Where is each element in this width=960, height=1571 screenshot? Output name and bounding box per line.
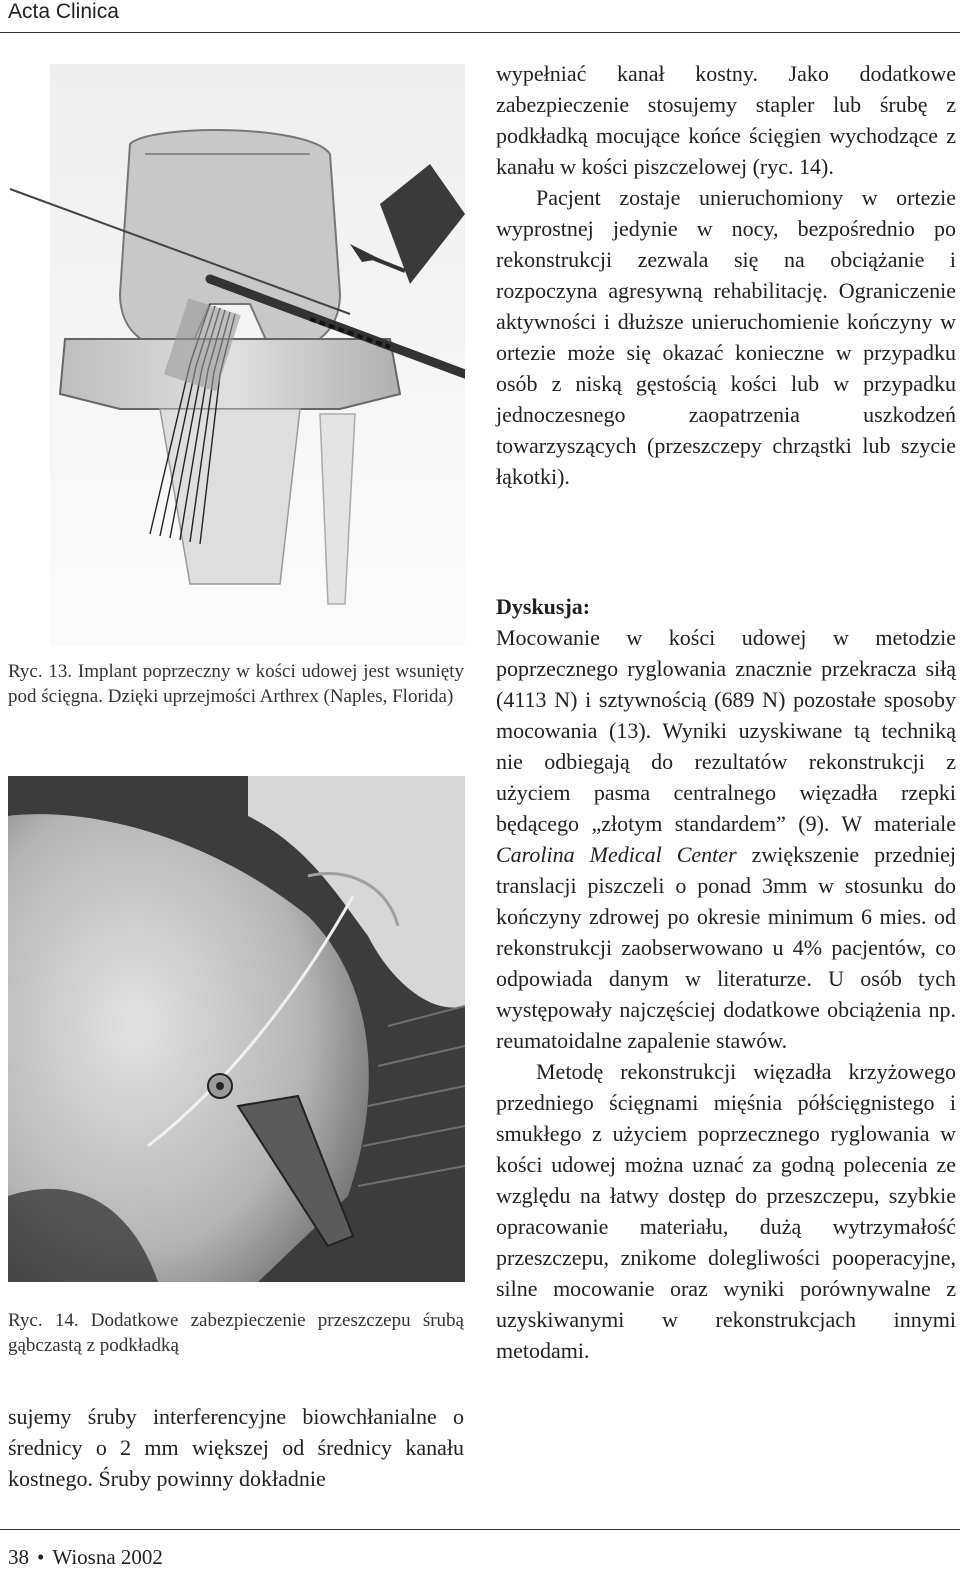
header-rule: [0, 32, 960, 33]
paragraph-2: Pacjent zostaje unieruchomiony w ortezie wyprostnej jedynie w nocy, bezpośrednio po rekonstrukcji zezwala się na obciążanie i rozpoczyna agresywną rehabilitację. Ograniczenie aktywności i dłuższe unieruchomienie kończyny w ortezie może się okazać konieczne w przypadku osób z niską gęstością kości lub w przypadku jednoczesnego zaopatrzenia uszkodzeń towarzyszących (przeszczepy chrząstki lub szycie łąkotki).: [496, 185, 956, 489]
paragraph-4: Metodę rekonstrukcji więzadła krzyżowego przedniego ścięgnami mięśnia półścięgnistego i smukłego z użyciem poprzecznego ryglowania w kości udowej można uznać za godną polecenia ze względu na łatwy dostęp do przeszczepu, szybkie opracowanie materiału, dużą wytrzymałość przeszczepu, znikome dolegliwości pooperacyjne, silne mocowanie oraz wyniki porównywalne z uzyskiwanymi w rekonstrukcjach innymi metodami.: [496, 1059, 956, 1363]
right-column-upper: [496, 58, 956, 492]
figure-13-caption: Ryc. 13. Implant poprzeczny w kości udowej jest wsunięty pod ścięgna. Dzięki uprzejmości Arthrex (Naples, Florida): [8, 661, 464, 707]
figure-14-surgical-photo: [8, 776, 465, 1282]
left-column-paragraph: sujemy śruby interferencyjne biowchłanialne o średnicy o 2 mm większej od średnicy kanału kostnego. Śruby powinny dokładnie: [8, 1404, 464, 1491]
footer-rule: [0, 1529, 960, 1530]
paragraph-1: wypełniać kanał kostny. Jako dodatkowe zabezpieczenie stosujemy stapler lub śrubę z podkładką mocujące końce ścięgien wychodzące z kanału w kości piszczelowej (ryc. 14).: [496, 61, 956, 179]
paragraph-3: [496, 622, 956, 1056]
paragraph-3-institution: Carolina Medical Center: [496, 842, 737, 867]
figure-14-caption: Ryc. 14. Dodatkowe zabezpieczenie przeszczepu śrubą gąbczastą z podkładką: [8, 1310, 464, 1356]
right-column-discussion: [496, 592, 956, 1366]
paragraph-3-part-b: zwiększenie przedniej translacji piszczeli o ponad 3mm w stosunku do kończyny zdrowej po okresie minimum 6 mies. od rekonstrukcji zaobserwowano u 4% pacjentów, co odpowiada danym w literaturze. U osób tych występowały najczęściej dodatkowe obciążenia np. reumatoidalne zapalenie stawów.: [496, 842, 956, 1053]
footer-bullet: •: [37, 1545, 45, 1569]
figure-13-knee-illustration: [10, 64, 465, 646]
page-footer: [8, 1545, 163, 1570]
journal-title: Acta Clinica: [8, 0, 119, 23]
paragraph-3-part-a: Mocowanie w kości udowej w metodzie poprzecznego ryglowania znacznie przekracza siłą (4113 N) i sztywnością (689 N) pozostałe sposoby mocowania (13). Wyniki uzyskiwane tą techniką nie odbiegają do rezultatów rekonstrukcji z użyciem pasma centralnego więzadła rzepki będącego „złotym standardem” (9). W materiale: [496, 625, 956, 836]
issue-label: Wiosna 2002: [52, 1545, 163, 1569]
page-number: 38: [8, 1545, 29, 1569]
section-heading-discussion: Dyskusja:: [496, 594, 591, 619]
left-column-text: [8, 1401, 464, 1494]
